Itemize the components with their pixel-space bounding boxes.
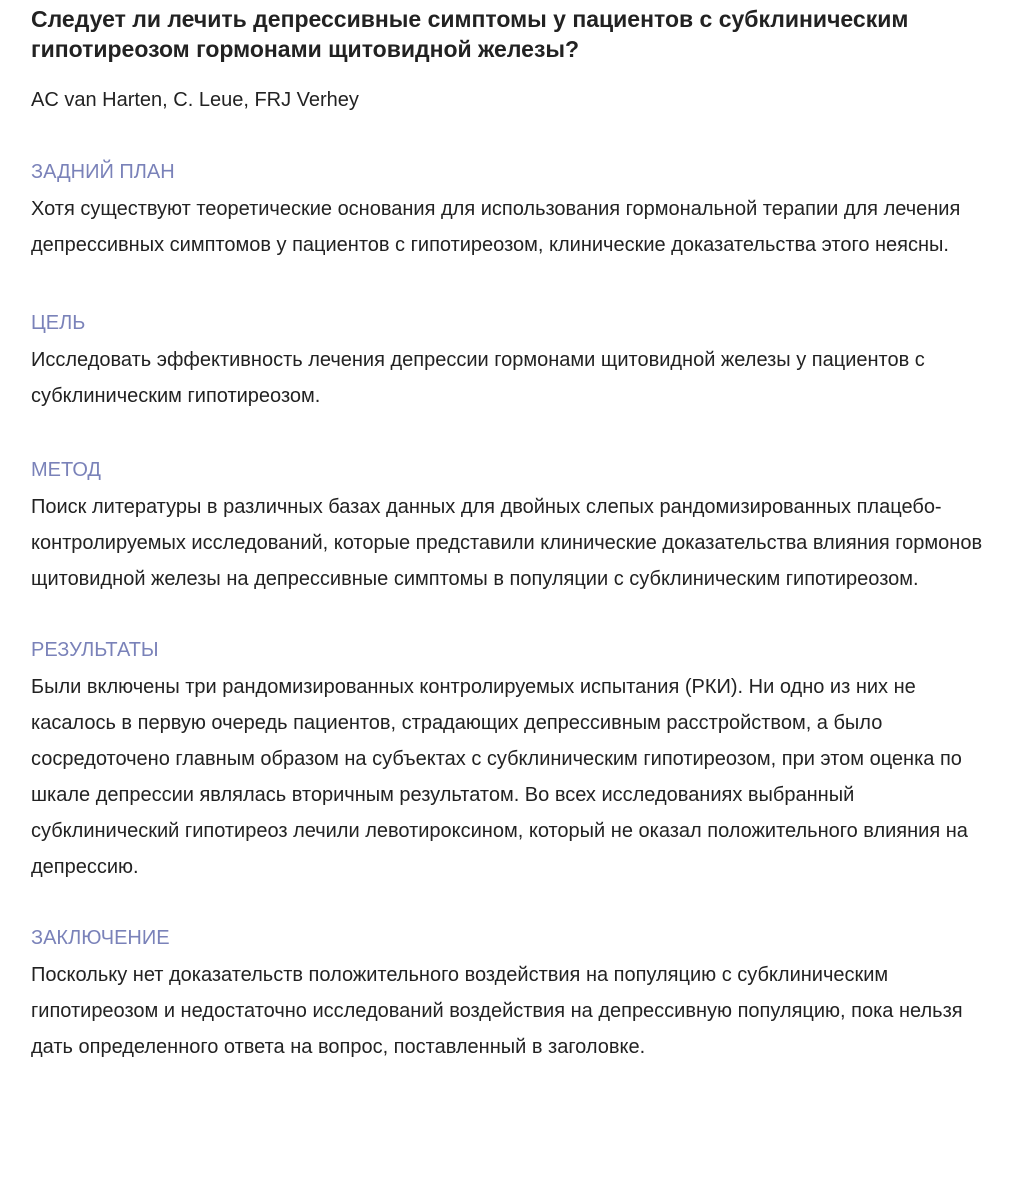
section-aim-heading: ЦЕЛЬ [31,312,86,334]
section-method [31,457,995,597]
section-results [31,637,995,885]
section-method-heading: МЕТОД [31,459,101,481]
article-authors: AC van Harten, C. Leue, FRJ Verhey [31,89,359,111]
section-method-text: Поиск литературы в различных базах данных для двойных слепых рандомизированных плацебо-контролируемых исследований, которые представили клинические доказательства влияния гормонов щитовидной железы на депрессивные симптомы в популяции с субклиническим гипотиреозом. [31,496,983,590]
section-results-text: Были включены три рандомизированных контролируемых испытания (РКИ). Ни одно из них не касалось в первую очередь пациентов, страдающих депрессивным расстройством, а было сосредоточено главным образом на субъектах с субклиническим гипотиреозом, при этом оценка по шкале депрессии являлась вторичным результатом. Во всех исследованиях выбранный субклинический гипотиреоз лечили левотироксином, который не оказал положительного влияния на депрессию. [31,676,968,878]
section-results-heading: РЕЗУЛЬТАТЫ [31,639,159,661]
section-background-text: Хотя существуют теоретические основания для использования гормональной терапии для лечения депрессивных симптомов у пациентов с гипотиреозом, клинические доказательства этого неясны. [31,198,961,256]
section-aim [31,310,995,414]
section-background-heading: ЗАДНИЙ ПЛАН [31,161,175,183]
article-title: Следует ли лечить депрессивные симптомы у пациентов с субклиническим гипотиреозом гормонами щитовидной железы? [31,6,909,62]
section-conclusion-text: Поскольку нет доказательств положительного воздействия на популяцию с субклиническим гипотиреозом и недостаточно исследований воздействия на депрессивную популяцию, пока нельзя дать определенного ответа на вопрос, поставленный в заголовке. [31,964,963,1058]
section-conclusion-heading: ЗАКЛЮЧЕНИЕ [31,927,170,949]
section-background [31,159,995,263]
section-aim-text: Исследовать эффективность лечения депрессии гормонами щитовидной железы у пациентов с субклиническим гипотиреозом. [31,349,925,407]
section-conclusion [31,925,995,1065]
